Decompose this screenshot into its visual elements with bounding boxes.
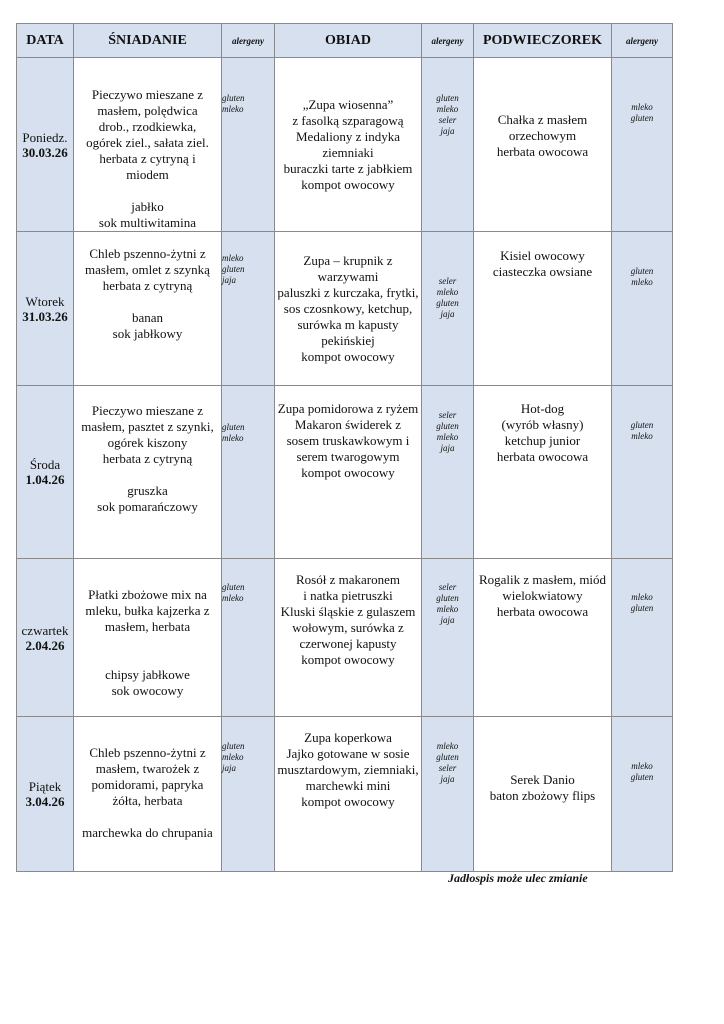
snack-line: herbata owocowa xyxy=(496,604,589,619)
date-label: 31.03.26 xyxy=(22,308,68,324)
snack-line: Serek Danio xyxy=(510,772,575,787)
allergen-item: mleko xyxy=(631,102,653,112)
breakfast-allergens-cell xyxy=(222,559,275,717)
day-row xyxy=(17,559,673,717)
breakfast-line xyxy=(74,294,221,310)
breakfast-line: jabłko xyxy=(131,199,164,214)
allergen-item: mleko xyxy=(436,287,459,297)
lunch-line: ziemniaki xyxy=(322,145,374,160)
allergen-item: mleko xyxy=(222,433,244,443)
date-cell xyxy=(17,232,74,386)
date-label: 30.03.26 xyxy=(22,144,68,160)
snack-allergens-cell xyxy=(612,386,673,559)
lunch-cell xyxy=(275,58,422,232)
day-row xyxy=(17,386,673,559)
breakfast-line: mleku, bułka kajzerka z xyxy=(85,603,210,618)
lunch-line: kompot owocowy xyxy=(301,465,395,480)
allergen-item: jaja xyxy=(440,615,455,625)
lunch-line: wołowym, surówka z xyxy=(292,620,404,635)
day-row xyxy=(17,232,673,386)
lunch-allergens-cell xyxy=(422,232,474,386)
lunch-cell xyxy=(275,232,422,386)
header-allergens-lunch: alergeny xyxy=(422,24,474,58)
date-cell xyxy=(17,717,74,872)
lunch-line: marchewki mini xyxy=(305,778,391,793)
snack-line: Kisiel owocowy xyxy=(500,248,585,263)
allergen-item: gluten xyxy=(222,93,245,103)
lunch-line: Jajko gotowane w sosie xyxy=(286,746,410,761)
allergen-item: gluten xyxy=(436,93,459,103)
breakfast-line: masłem, twarożek z xyxy=(95,761,200,776)
breakfast-allergens-cell xyxy=(222,232,275,386)
allergen-item: mleko xyxy=(222,593,244,603)
breakfast-line xyxy=(74,635,221,651)
allergen-item: gluten xyxy=(630,113,654,123)
breakfast-allergens-cell xyxy=(222,717,275,872)
weekday-label: czwartek xyxy=(21,622,69,638)
lunch-line: warzywami xyxy=(317,269,379,284)
lunch-line: paluszki z kurczaka, frytki, xyxy=(277,285,419,300)
breakfast-line: miodem xyxy=(126,167,169,182)
allergen-item: jaja xyxy=(222,763,237,773)
lunch-line: Rosół z makaronem xyxy=(296,572,400,587)
breakfast-line: Płatki zbożowe mix na xyxy=(88,587,207,602)
breakfast-line: Chleb pszenno-żytni z xyxy=(89,745,206,760)
header-date: DATA xyxy=(17,24,74,58)
snack-line: herbata owocowa xyxy=(496,449,589,464)
breakfast-line xyxy=(74,467,221,483)
allergen-item: gluten xyxy=(436,421,459,431)
lunch-line: sos czosnkowy, ketchup, xyxy=(283,301,413,316)
snack-allergens-cell xyxy=(612,232,673,386)
lunch-line: czerwonej kapusty xyxy=(299,636,397,651)
breakfast-line: sok jabłkowy xyxy=(112,326,183,341)
breakfast-line: masłem, herbata xyxy=(104,619,191,634)
lunch-line: Kluski śląskie z gulaszem xyxy=(280,604,416,619)
allergen-item: mleko xyxy=(436,741,459,751)
breakfast-line xyxy=(74,183,221,199)
lunch-cell xyxy=(275,386,422,559)
allergen-item: gluten xyxy=(222,582,245,592)
breakfast-line: banan xyxy=(131,310,164,325)
allergen-item: jaja xyxy=(440,126,455,136)
breakfast-line: herbata z cytryną xyxy=(102,278,193,293)
allergen-item: jaja xyxy=(222,275,237,285)
weekday-label: Piątek xyxy=(28,779,62,794)
breakfast-line: Pieczywo mieszane z xyxy=(91,403,204,418)
lunch-line: kompot owocowy xyxy=(301,349,395,364)
breakfast-line: herbata z cytryną xyxy=(102,451,193,466)
allergen-item: seler xyxy=(438,115,457,125)
breakfast-line: sok owocowy xyxy=(111,683,184,698)
lunch-allergens-cell xyxy=(422,58,474,232)
allergen-item: mleko xyxy=(222,253,244,263)
breakfast-line: sok multiwitamina xyxy=(98,215,197,230)
snack-line: wielokwiatowy xyxy=(502,588,583,603)
allergen-item: mleko xyxy=(436,432,459,442)
lunch-line: Medaliony z indyka xyxy=(296,129,400,144)
breakfast-line: pomidorami, papryka xyxy=(91,777,204,792)
lunch-line: musztardowym, ziemniaki, xyxy=(277,762,419,777)
allergen-item: gluten xyxy=(630,266,654,276)
breakfast-line: herbata z cytryną i xyxy=(99,151,196,166)
breakfast-line xyxy=(74,651,221,667)
lunch-line: kompot owocowy xyxy=(301,177,395,192)
allergen-item: gluten xyxy=(436,752,459,762)
breakfast-line: gruszka xyxy=(127,483,168,498)
breakfast-line: ogórek ziel., sałata ziel. xyxy=(86,135,209,150)
lunch-line: sosem truskawkowym i xyxy=(286,433,410,448)
date-cell xyxy=(17,58,74,232)
breakfast-allergens-cell xyxy=(222,58,275,232)
allergen-item: mleko xyxy=(631,277,653,287)
date-label: 2.04.26 xyxy=(25,637,65,653)
breakfast-line xyxy=(74,809,221,825)
header-row xyxy=(17,24,673,58)
allergen-item: seler xyxy=(438,276,457,286)
lunch-line: Zupa – krupnik z xyxy=(303,253,393,268)
snack-allergens-cell xyxy=(612,717,673,872)
breakfast-line: Chleb pszenno-żytni z xyxy=(89,246,206,261)
snack-line: baton zbożowy flips xyxy=(489,788,596,803)
breakfast-line: masłem, omlet z szynką xyxy=(85,262,210,277)
allergen-item: jaja xyxy=(440,443,455,453)
allergen-item: gluten xyxy=(630,603,654,613)
lunch-line: kompot owocowy xyxy=(301,652,395,667)
breakfast-allergens-cell xyxy=(222,386,275,559)
allergen-item: gluten xyxy=(436,593,459,603)
lunch-line: surówka m kapusty xyxy=(297,317,399,332)
lunch-line: i natka pietruszki xyxy=(303,588,393,603)
allergen-item: mleko xyxy=(631,431,653,441)
allergen-item: mleko xyxy=(631,592,653,602)
lunch-allergens-cell xyxy=(422,559,474,717)
breakfast-line: masłem, polędwica xyxy=(97,103,198,118)
breakfast-cell xyxy=(74,232,222,386)
date-label: 1.04.26 xyxy=(25,472,65,487)
header-allergens-snack: alergeny xyxy=(612,24,673,58)
allergen-item: gluten xyxy=(436,298,459,308)
snack-line: ketchup junior xyxy=(504,433,581,448)
snack-cell xyxy=(474,717,612,872)
allergen-item: seler xyxy=(438,582,457,592)
snack-cell xyxy=(474,58,612,232)
lunch-line: Zupa koperkowa xyxy=(304,730,392,745)
allergen-item: gluten xyxy=(630,772,654,782)
snack-cell xyxy=(474,386,612,559)
snack-line: ciasteczka owsiane xyxy=(492,264,593,279)
breakfast-line: Pieczywo mieszane z xyxy=(91,87,204,102)
lunch-line: serem twarogowym xyxy=(296,449,400,464)
breakfast-cell xyxy=(74,559,222,717)
allergen-item: jaja xyxy=(440,309,455,319)
lunch-line: „Zupa wiosenna” xyxy=(302,97,394,112)
day-row xyxy=(17,58,673,232)
breakfast-line: masłem, pasztet z szynki, xyxy=(81,419,214,434)
header-snack: PODWIECZOREK xyxy=(474,24,612,58)
breakfast-cell xyxy=(74,58,222,232)
allergen-item: seler xyxy=(438,410,457,420)
allergen-item: mleko xyxy=(436,604,459,614)
snack-line: orzechowym xyxy=(508,128,577,143)
allergen-item: gluten xyxy=(222,264,245,274)
breakfast-cell xyxy=(74,717,222,872)
allergen-item: gluten xyxy=(222,422,245,432)
date-cell xyxy=(17,559,74,717)
allergen-item: gluten xyxy=(630,420,654,430)
allergen-item: mleko xyxy=(222,752,244,762)
breakfast-line: ogórek kiszony xyxy=(107,435,188,450)
header-breakfast: ŚNIADANIE xyxy=(74,24,222,58)
lunch-cell xyxy=(275,559,422,717)
lunch-line: pekińskiej xyxy=(321,333,375,348)
lunch-allergens-cell xyxy=(422,386,474,559)
day-row xyxy=(17,717,673,872)
allergen-item: gluten xyxy=(222,741,245,751)
snack-line: Chałka z masłem xyxy=(497,112,588,127)
breakfast-line: drob., rzodkiewka, xyxy=(98,119,197,134)
allergen-item: mleko xyxy=(222,104,244,114)
snack-cell xyxy=(474,559,612,717)
menu-change-note: Jadłospis może ulec zmianie xyxy=(448,871,588,885)
weekday-label: Poniedz. xyxy=(22,129,68,145)
snack-line: herbata owocowa xyxy=(496,144,589,159)
breakfast-cell xyxy=(74,386,222,559)
lunch-line: buraczki tarte z jabłkiem xyxy=(283,161,413,176)
snack-allergens-cell xyxy=(612,559,673,717)
allergen-item: mleko xyxy=(631,761,653,771)
allergen-item: mleko xyxy=(436,104,459,114)
menu-table xyxy=(16,23,673,872)
allergen-item: jaja xyxy=(440,774,455,784)
breakfast-line: żółta, herbata xyxy=(112,793,183,808)
allergen-item: seler xyxy=(438,763,457,773)
lunch-allergens-cell xyxy=(422,717,474,872)
breakfast-line: chipsy jabłkowe xyxy=(105,667,190,682)
lunch-line: Zupa pomidorowa z ryżem xyxy=(277,401,419,416)
weekday-label: Środa xyxy=(29,457,61,472)
breakfast-line: marchewka do chrupania xyxy=(82,825,213,840)
weekday-label: Wtorek xyxy=(25,293,65,309)
lunch-line: z fasolką szparagową xyxy=(292,113,404,128)
date-cell xyxy=(17,386,74,559)
lunch-line: kompot owocowy xyxy=(301,794,395,809)
snack-allergens-cell xyxy=(612,58,673,232)
date-label: 3.04.26 xyxy=(25,794,65,809)
snack-cell xyxy=(474,232,612,386)
header-allergens-breakfast: alergeny xyxy=(222,24,275,58)
lunch-line: Makaron świderek z xyxy=(294,417,402,432)
breakfast-line: sok pomarańczowy xyxy=(97,499,198,514)
snack-line: (wyrób własny) xyxy=(501,417,584,432)
snack-line: Hot-dog xyxy=(520,401,565,416)
snack-line: Rogalik z masłem, miód xyxy=(478,572,607,587)
lunch-cell xyxy=(275,717,422,872)
header-lunch: OBIAD xyxy=(275,24,422,58)
